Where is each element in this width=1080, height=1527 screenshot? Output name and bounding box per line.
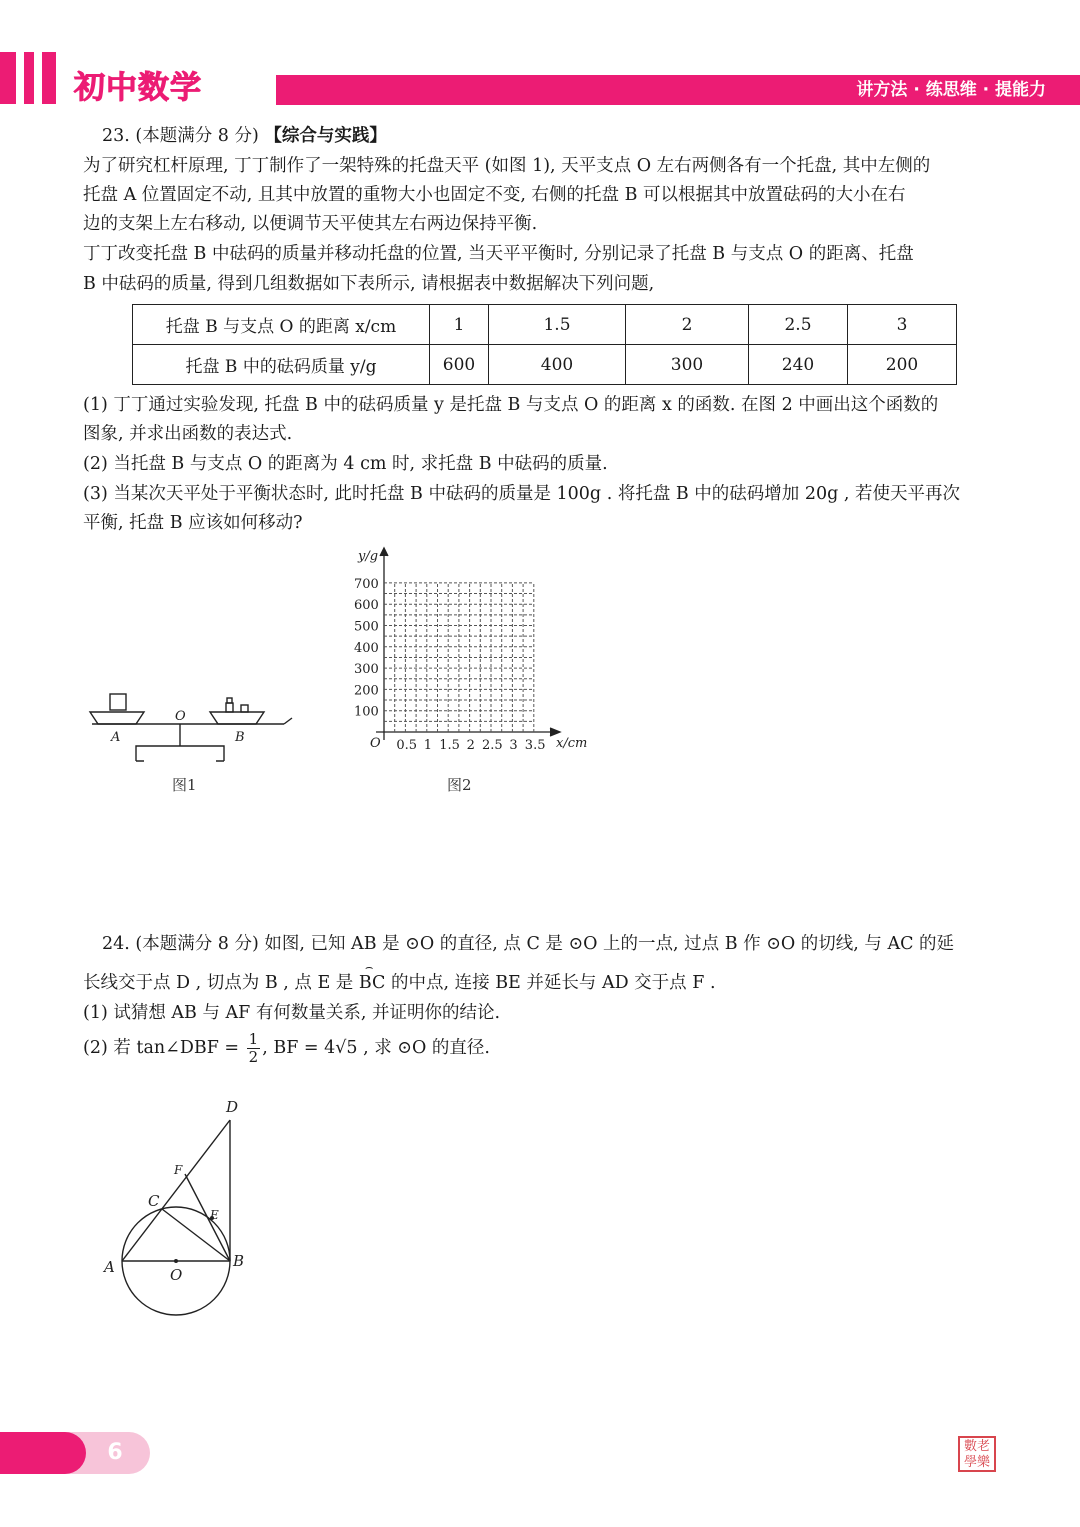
- seal-stamp: [958, 1436, 996, 1472]
- y-tick-label: 500: [354, 619, 379, 635]
- q24-question-1: (1) 试猜想 AB 与 AF 有何数量关系, 并证明你的结论.: [83, 1003, 501, 1023]
- label-e: E: [210, 1208, 219, 1222]
- fig1-label-b: B: [235, 730, 245, 745]
- balance-stand: [136, 746, 224, 761]
- table-cell: 2: [626, 305, 749, 345]
- fraction-one-half: [247, 1031, 261, 1066]
- q24-line-2-pre: 长线交于点 D , 切点为 B , 点 E 是: [83, 973, 359, 993]
- seal-text: 數老學樂: [963, 1439, 990, 1470]
- arc-bc: ⌢ BC: [359, 971, 386, 995]
- x-tick-label: 2.5: [482, 738, 503, 753]
- fraction-denominator: 2: [248, 1048, 259, 1066]
- label-b: B: [233, 1252, 245, 1270]
- fig2-origin: O: [370, 736, 381, 751]
- y-axis-arrow: [380, 548, 388, 556]
- figure-2-grid: [348, 542, 608, 756]
- q24-q2-pre: (2) 若 tan∠DBF =: [83, 1038, 240, 1058]
- table-cell: 2.5: [749, 305, 848, 345]
- q23-question-1b: 图象, 并求出函数的表达式.: [83, 424, 293, 444]
- q24-line-2: [83, 971, 1008, 995]
- label-o: O: [170, 1266, 183, 1284]
- table-cell: 1: [430, 305, 489, 345]
- fig1-label-a: A: [111, 730, 121, 745]
- table-cell: 300: [626, 345, 749, 385]
- q23-tag: 【综合与实践】: [264, 126, 387, 146]
- table-row: [133, 305, 957, 345]
- y-tick-label: 300: [354, 662, 379, 678]
- q23-line-4: 丁丁改变托盘 B 中砝码的质量并移动托盘的位置, 当天平平衡时, 分别记录了托盘 B 与支点 O 的距离、托盘: [83, 244, 914, 264]
- fraction-numerator: 1: [248, 1030, 259, 1048]
- q23-line-2: 托盘 A 位置固定不动, 且其中放置的重物大小也固定不变, 右侧的托盘 B 可以根据其中放置砝码的大小在右: [83, 185, 906, 205]
- x-tick-label: 3: [509, 738, 518, 753]
- footer-pill-accent: [0, 1432, 86, 1474]
- x-tick-label: 1: [423, 738, 433, 753]
- fig2-x-axis-label: x/cm: [556, 736, 588, 751]
- x-axis-arrow: [550, 728, 560, 736]
- table-row-label: 托盘 B 与支点 O 的距离 x/cm: [133, 305, 430, 345]
- label-a: A: [104, 1258, 115, 1276]
- q23-heading: 23. (本题满分 8 分): [102, 126, 259, 146]
- q23-line-3: 边的支架上左右移动, 以便调节天平使其左右两边保持平衡.: [83, 214, 538, 234]
- header-stripe-2: [24, 52, 34, 104]
- fig2-y-axis-label: y/g: [358, 549, 379, 564]
- center-o: [174, 1259, 178, 1263]
- x-tick-label: 0.5: [396, 738, 418, 753]
- table-cell: 400: [489, 345, 626, 385]
- label-d: D: [226, 1098, 239, 1116]
- pan-b: [210, 712, 264, 724]
- x-tick-label: 2: [466, 738, 475, 753]
- table-cell: 1.5: [489, 305, 626, 345]
- table-cell: 240: [749, 345, 848, 385]
- chord-cb: [162, 1209, 230, 1261]
- q23-question-2: (2) 当托盘 B 与支点 O 的距离为 4 cm 时, 求托盘 B 中砝码的质量.: [83, 454, 608, 474]
- pan-a: [90, 712, 144, 724]
- header-title: 初中数学: [74, 70, 202, 106]
- table-row-label: 托盘 B 中的砝码质量 y/g: [133, 345, 430, 385]
- fig2-caption: 图2: [447, 776, 472, 794]
- q23-line-5: B 中砝码的质量, 得到几组数据如下表所示, 请根据表中数据解决下列问题,: [83, 274, 655, 294]
- label-f: F: [174, 1163, 183, 1177]
- fig1-caption: 图1: [172, 776, 197, 794]
- page-number: 6: [107, 1440, 123, 1465]
- figure-1-balance: [84, 686, 304, 770]
- y-tick-label: 600: [354, 598, 379, 614]
- q23-heading-line: [102, 124, 1027, 148]
- y-tick-label: 400: [354, 640, 379, 656]
- line-bf: [185, 1174, 230, 1261]
- q23-question-1a: (1) 丁丁通过实验发现, 托盘 B 中的砝码质量 y 是托盘 B 与支点 O 的距离 x 的函数. 在图 2 中画出这个函数的: [83, 395, 939, 415]
- header-stripe-1: [0, 52, 16, 104]
- table-cell: 3: [848, 305, 957, 345]
- x-tick-label: 3.5: [524, 738, 546, 753]
- data-table: [132, 304, 957, 385]
- y-tick-label: 200: [354, 683, 379, 699]
- table-cell: 600: [430, 345, 489, 385]
- table-row: [133, 345, 957, 385]
- label-c: C: [148, 1192, 160, 1210]
- q23-question-3a: (3) 当某次天平处于平衡状态时, 此时托盘 B 中砝码的质量是 100g . 将托盘 B 中的砝码增加 20g , 若使天平再次: [83, 484, 961, 504]
- line-ad: [122, 1120, 230, 1261]
- header-stripe-3: [42, 52, 56, 104]
- figure-q24-circle: [96, 1094, 256, 1324]
- y-tick-label: 700: [354, 576, 379, 592]
- header-slogan: 讲方法 · 练思维 · 提能力: [856, 80, 1046, 100]
- q23-question-3b: 平衡, 托盘 B 应该如何移动?: [83, 513, 303, 533]
- q24-line-2-post: 的中点, 连接 BE 并延长与 AD 交于点 F .: [385, 973, 716, 993]
- x-tick-label: 1.5: [439, 738, 460, 753]
- q24-question-2: [83, 1030, 1008, 1066]
- y-tick-label: 100: [354, 704, 379, 720]
- q23-line-1: 为了研究杠杆原理, 丁丁制作了一架特殊的托盘天平 (如图 1), 天平支点 O 左右两侧各有一个托盘, 其中左侧的: [83, 156, 931, 176]
- fig1-label-o: O: [175, 709, 186, 724]
- q24-q2-post: , BF = 4√5 , 求 ⊙O 的直径.: [262, 1038, 490, 1058]
- table-cell: 200: [848, 345, 957, 385]
- weight-block: [110, 694, 126, 710]
- q24-line-1: 24. (本题满分 8 分) 如图, 已知 AB 是 ⊙O 的直径, 点 C 是 ⊙O 上的一点, 过点 B 作 ⊙O 的切线, 与 AC 的延: [102, 934, 955, 954]
